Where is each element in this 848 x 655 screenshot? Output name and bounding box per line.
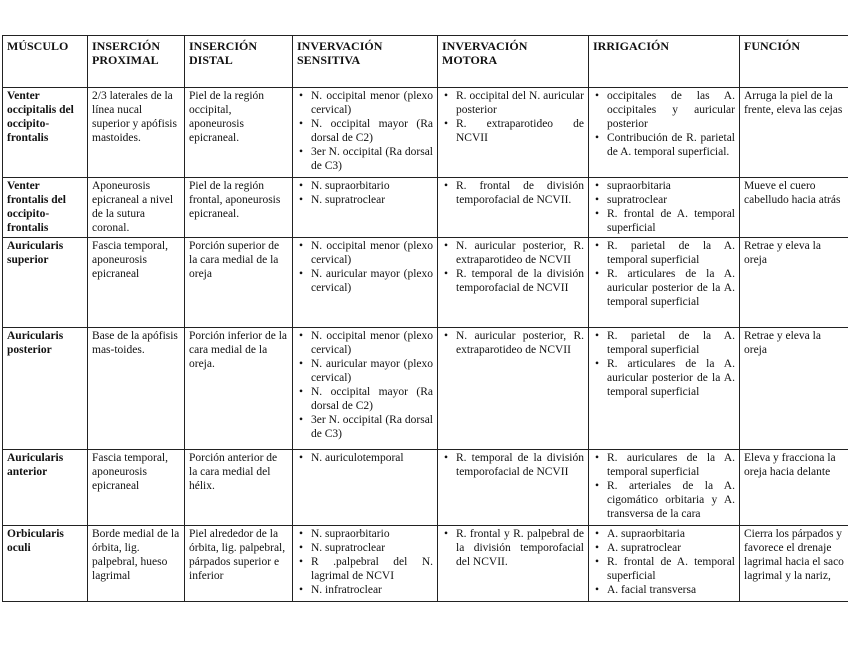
header-distal-insertion: INSERCIÓN DISTAL bbox=[185, 36, 293, 88]
sensory-innervation bbox=[293, 526, 438, 602]
list-item: • N. auriculotemporal bbox=[311, 451, 433, 465]
header-muscle: MÚSCULO bbox=[3, 36, 88, 88]
list-item: • occipitales de las A. occipitales y auricular posterior bbox=[607, 89, 735, 131]
irrigation bbox=[589, 328, 740, 450]
proximal-insertion: Borde medial de la órbita, lig. palpebral, hueso lagrimal bbox=[88, 526, 185, 602]
table-row bbox=[3, 88, 848, 178]
list-item: • R. auriculares de la A. temporal superficial bbox=[607, 451, 735, 479]
header-function: FUNCIÓN bbox=[740, 36, 848, 88]
distal-insertion: Porción anterior de la cara medial del hélix. bbox=[185, 450, 293, 526]
list-item: • R. articulares de la A. auricular posterior de la A. temporal superficial bbox=[607, 357, 735, 399]
irrigation bbox=[589, 526, 740, 602]
proximal-insertion: Fascia temporal, aponeurosis epicraneal bbox=[88, 238, 185, 328]
list-item: • N. occipital menor (plexo cervical) bbox=[311, 329, 433, 357]
proximal-insertion: Base de la apófisis mas-toides. bbox=[88, 328, 185, 450]
table-row bbox=[3, 178, 848, 238]
function: Retrae y eleva la oreja bbox=[740, 238, 848, 328]
list-item: • N. supratroclear bbox=[311, 541, 433, 555]
distal-insertion: Piel alrededor de la órbita, lig. palpebral, párpados superior e inferior bbox=[185, 526, 293, 602]
motor-innervation bbox=[438, 178, 589, 238]
sensory-innervation bbox=[293, 178, 438, 238]
sensory-innervation bbox=[293, 88, 438, 178]
header-motor-innervation: INVERVACIÓN MOTORA bbox=[438, 36, 589, 88]
list-item: • R. parietal de la A. temporal superficial bbox=[607, 329, 735, 357]
distal-insertion: Piel de la región frontal, aponeurosis epicraneal. bbox=[185, 178, 293, 238]
table-row bbox=[3, 450, 848, 526]
list-item: • R. occipital del N. auricular posterior bbox=[456, 89, 584, 117]
list-item: • supratroclear bbox=[607, 193, 735, 207]
motor-innervation bbox=[438, 450, 589, 526]
header-irrigation: IRRIGACIÓN bbox=[589, 36, 740, 88]
table-row bbox=[3, 526, 848, 602]
muscle-table bbox=[2, 35, 848, 602]
motor-innervation bbox=[438, 526, 589, 602]
list-item: • N. occipital menor (plexo cervical) bbox=[311, 89, 433, 117]
muscle-name: Venter frontalis del occipito-frontalis bbox=[3, 178, 88, 238]
irrigation bbox=[589, 178, 740, 238]
list-item: • N. supratroclear bbox=[311, 193, 433, 207]
list-item: • R. frontal de división temporofacial de NCVII. bbox=[456, 179, 584, 207]
function: Arruga la piel de la frente, eleva las cejas bbox=[740, 88, 848, 178]
list-item: • N. occipital mayor (Ra dorsal de C2) bbox=[311, 385, 433, 413]
list-item: • N. auricular mayor (plexo cervical) bbox=[311, 267, 433, 295]
motor-innervation bbox=[438, 328, 589, 450]
list-item: • R. articulares de la A. auricular posterior de la A. temporal superficial bbox=[607, 267, 735, 309]
list-item: • R. temporal de la división temporofacial de NCVII bbox=[456, 267, 584, 295]
irrigation bbox=[589, 238, 740, 328]
function: Cierra los párpados y favorece el drenaje lagrimal hacia el saco lagrimal y la nariz, bbox=[740, 526, 848, 602]
list-item: • R. frontal y R. palpebral de la división temporofacial del NCVII. bbox=[456, 527, 584, 569]
list-item: • A. facial transversa bbox=[607, 583, 735, 597]
list-item: • 3er N. occipital (Ra dorsal de C3) bbox=[311, 145, 433, 173]
function: Eleva y fracciona la oreja hacia delante bbox=[740, 450, 848, 526]
list-item: • Contribución de R. parietal de A. temporal superficial. bbox=[607, 131, 735, 159]
list-item: • N. supraorbitario bbox=[311, 527, 433, 541]
motor-innervation bbox=[438, 238, 589, 328]
sensory-innervation bbox=[293, 450, 438, 526]
list-item: • R .palpebral del N. lagrimal de NCVI bbox=[311, 555, 433, 583]
list-item: • N. infratroclear bbox=[311, 583, 433, 597]
proximal-insertion: Fascia temporal, aponeurosis epicraneal bbox=[88, 450, 185, 526]
list-item: • N. occipital menor (plexo cervical) bbox=[311, 239, 433, 267]
list-item: • R. extraparotideo de NCVII bbox=[456, 117, 584, 145]
muscle-name: Auricularis posterior bbox=[3, 328, 88, 450]
list-item: • supraorbitaria bbox=[607, 179, 735, 193]
muscle-name: Venter occipitalis del occipito-frontalis bbox=[3, 88, 88, 178]
list-item: • R. temporal de la división temporofacial de NCVII bbox=[456, 451, 584, 479]
distal-insertion: Porción inferior de la cara medial de la oreja. bbox=[185, 328, 293, 450]
header-proximal-insertion: INSERCIÓN PROXIMAL bbox=[88, 36, 185, 88]
muscle-name: Auricularis anterior bbox=[3, 450, 88, 526]
table-row bbox=[3, 328, 848, 450]
muscle-name: Orbicularis oculi bbox=[3, 526, 88, 602]
list-item: • N. supraorbitario bbox=[311, 179, 433, 193]
list-item: • A. supraorbitaria bbox=[607, 527, 735, 541]
list-item: • N. auricular posterior, R. extraparotideo de NCVII bbox=[456, 329, 584, 357]
function: Retrae y eleva la oreja bbox=[740, 328, 848, 450]
distal-insertion: Piel de la región occipital, aponeurosis epicraneal. bbox=[185, 88, 293, 178]
list-item: • R. frontal de A. temporal superficial bbox=[607, 207, 735, 235]
muscle-name: Auricularis superior bbox=[3, 238, 88, 328]
table-header-row bbox=[3, 36, 848, 88]
list-item: • R. frontal de A. temporal superficial bbox=[607, 555, 735, 583]
header-sensory-innervation: INVERVACIÓN SENSITIVA bbox=[293, 36, 438, 88]
sensory-innervation bbox=[293, 328, 438, 450]
proximal-insertion: Aponeurosis epicraneal a nivel de la sutura coronal. bbox=[88, 178, 185, 238]
list-item: • R. arteriales de la A. cigomático orbitaria y A. transversa de la cara bbox=[607, 479, 735, 521]
sensory-innervation bbox=[293, 238, 438, 328]
motor-innervation bbox=[438, 88, 589, 178]
distal-insertion: Porción superior de la cara medial de la oreja bbox=[185, 238, 293, 328]
table-row bbox=[3, 238, 848, 328]
function: Mueve el cuero cabelludo hacia atrás bbox=[740, 178, 848, 238]
list-item: • 3er N. occipital (Ra dorsal de C3) bbox=[311, 413, 433, 441]
list-item: • N. occipital mayor (Ra dorsal de C2) bbox=[311, 117, 433, 145]
proximal-insertion: 2/3 laterales de la línea nucal superior y apófisis mastoides. bbox=[88, 88, 185, 178]
irrigation bbox=[589, 450, 740, 526]
irrigation bbox=[589, 88, 740, 178]
list-item: • R. parietal de la A. temporal superficial bbox=[607, 239, 735, 267]
list-item: • A. supratroclear bbox=[607, 541, 735, 555]
list-item: • N. auricular mayor (plexo cervical) bbox=[311, 357, 433, 385]
list-item: • N. auricular posterior, R. extraparotideo de NCVII bbox=[456, 239, 584, 267]
